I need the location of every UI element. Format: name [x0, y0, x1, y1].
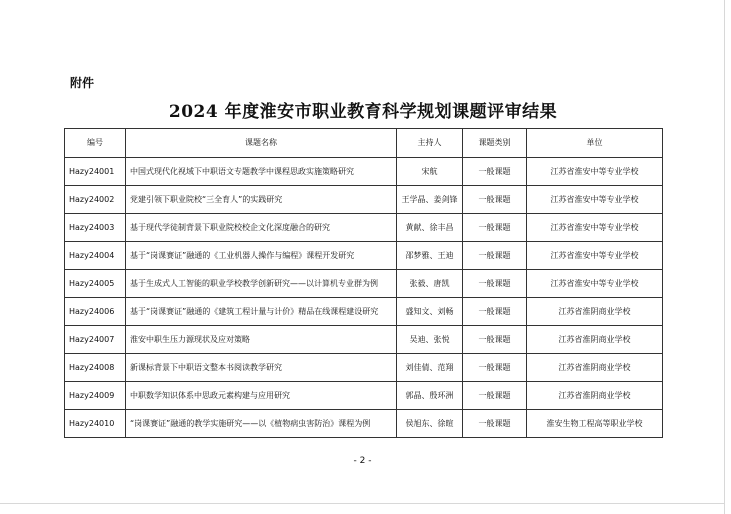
page-title: 2024 年度淮安市职业教育科学规划课题评审结果 — [168, 102, 558, 122]
cell-title: 基于生成式人工智能的职业学校教学创新研究——以计算机专业群为例 — [126, 270, 397, 298]
cell-code: Hazy24007 — [65, 326, 126, 354]
cell-unit: 淮安生物工程高等职业学校 — [527, 410, 663, 438]
cell-unit: 江苏省淮阴商业学校 — [527, 326, 663, 354]
table-row — [65, 186, 663, 214]
cell-unit: 江苏省淮安中等专业学校 — [527, 270, 663, 298]
cell-unit: 江苏省淮安中等专业学校 — [527, 158, 663, 186]
cell-type: 一般课题 — [463, 186, 527, 214]
table-row — [65, 270, 663, 298]
cell-unit: 江苏省淮安中等专业学校 — [527, 186, 663, 214]
header-code: 编号 — [65, 129, 126, 158]
cell-type: 一般课题 — [463, 214, 527, 242]
cell-title: “岗课赛证”融通的教学实施研究——以《植物病虫害防治》课程为例 — [126, 410, 397, 438]
attachment-label: 附件 — [70, 76, 95, 90]
cell-unit: 江苏省淮阴商业学校 — [527, 382, 663, 410]
cell-title: 基于“岗课赛证”融通的《工业机器人操作与编程》课程开发研究 — [126, 242, 397, 270]
cell-host: 刘佳倩、范翔 — [397, 354, 463, 382]
cell-type: 一般课题 — [463, 354, 527, 382]
results-table — [64, 128, 663, 438]
cell-host: 宋航 — [397, 158, 463, 186]
cell-code: Hazy24005 — [65, 270, 126, 298]
table-row — [65, 214, 663, 242]
table-row — [65, 354, 663, 382]
cell-type: 一般课题 — [463, 158, 527, 186]
table-row — [65, 158, 663, 186]
cell-title: 党建引领下职业院校“三全育人”的实践研究 — [126, 186, 397, 214]
table-row — [65, 410, 663, 438]
cell-host: 侯旭东、徐暄 — [397, 410, 463, 438]
header-type: 课题类别 — [463, 129, 527, 158]
cell-type: 一般课题 — [463, 270, 527, 298]
cell-code: Hazy24010 — [65, 410, 126, 438]
page-number: - 2 - — [353, 456, 372, 466]
header-host: 主持人 — [397, 129, 463, 158]
cell-host: 张毅、唐凯 — [397, 270, 463, 298]
cell-host: 邵梦雅、王迪 — [397, 242, 463, 270]
cell-title: 基于现代学徒制背景下职业院校校企文化深度融合的研究 — [126, 214, 397, 242]
cell-title: 新课标背景下中职语文整本书阅读教学研究 — [126, 354, 397, 382]
cell-host: 盛知文、刘畅 — [397, 298, 463, 326]
cell-host: 王学晶、姜剑锋 — [397, 186, 463, 214]
table-row — [65, 382, 663, 410]
cell-type: 一般课题 — [463, 298, 527, 326]
cell-code: Hazy24006 — [65, 298, 126, 326]
table-row — [65, 242, 663, 270]
cell-type: 一般课题 — [463, 382, 527, 410]
cell-code: Hazy24001 — [65, 158, 126, 186]
cell-code: Hazy24002 — [65, 186, 126, 214]
cell-code: Hazy24009 — [65, 382, 126, 410]
cell-code: Hazy24004 — [65, 242, 126, 270]
table-header-row — [65, 129, 663, 158]
cell-host: 郭晶、殷环洲 — [397, 382, 463, 410]
cell-host: 吴迪、张悦 — [397, 326, 463, 354]
cell-unit: 江苏省淮阴商业学校 — [527, 354, 663, 382]
cell-unit: 江苏省淮阴商业学校 — [527, 298, 663, 326]
cell-code: Hazy24003 — [65, 214, 126, 242]
cell-title: 中职数学知识体系中思政元素构建与应用研究 — [126, 382, 397, 410]
table-row — [65, 326, 663, 354]
cell-unit: 江苏省淮安中等专业学校 — [527, 242, 663, 270]
cell-host: 黄献、徐丰昌 — [397, 214, 463, 242]
header-title: 课题名称 — [126, 129, 397, 158]
cell-type: 一般课题 — [463, 410, 527, 438]
cell-type: 一般课题 — [463, 242, 527, 270]
cell-title: 中国式现代化视域下中职语文专题教学中课程思政实施策略研究 — [126, 158, 397, 186]
cell-title: 基于“岗课赛证”融通的《建筑工程计量与计价》精品在线课程建设研究 — [126, 298, 397, 326]
cell-title: 淮安中职生压力源现状及应对策略 — [126, 326, 397, 354]
header-unit: 单位 — [527, 129, 663, 158]
page-edge-bottom — [0, 503, 725, 504]
cell-code: Hazy24008 — [65, 354, 126, 382]
table-row — [65, 298, 663, 326]
page-edge-right — [724, 0, 725, 514]
cell-unit: 江苏省淮安中等专业学校 — [527, 214, 663, 242]
cell-type: 一般课题 — [463, 326, 527, 354]
